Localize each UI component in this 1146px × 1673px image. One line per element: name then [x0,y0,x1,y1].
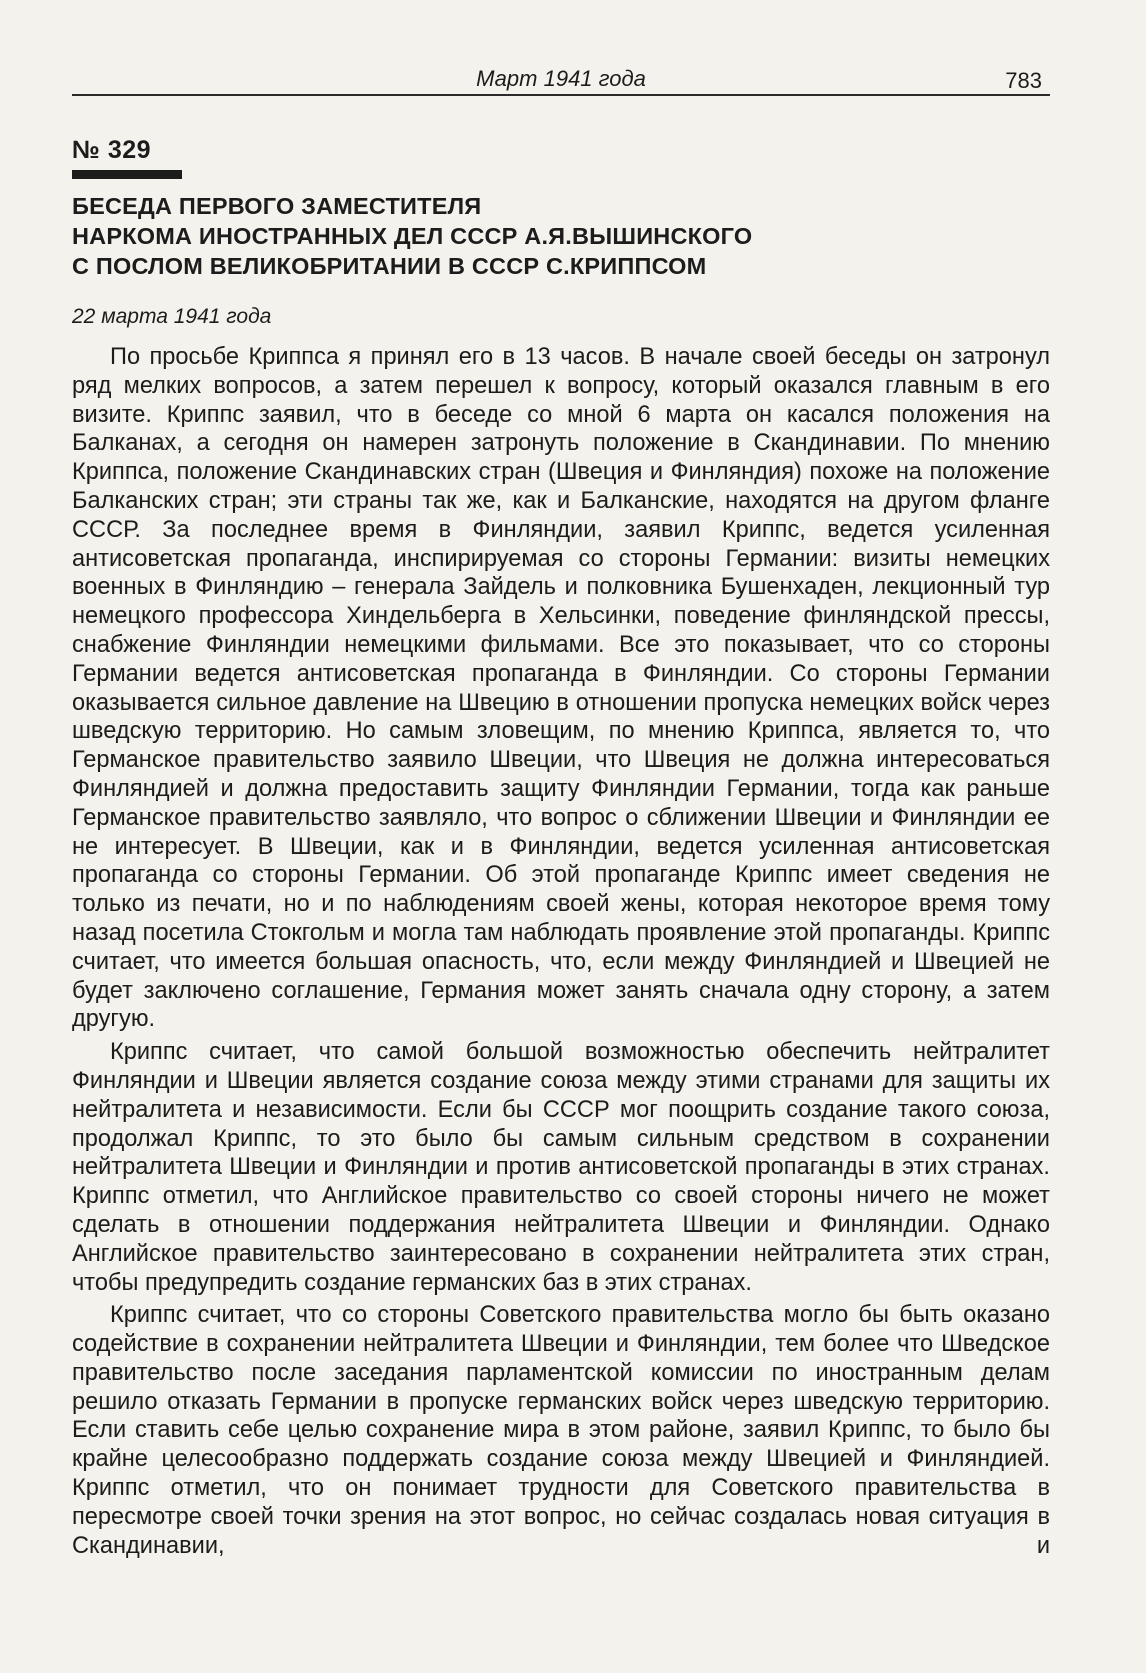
document-number: № 329 [72,136,152,164]
running-head-title: Март 1941 года [476,66,646,91]
document-title-line: НАРКОМА ИНОСТРАННЫХ ДЕЛ СССР А.Я.ВЫШИНСКОГО [72,223,753,249]
body-paragraph: По просьбе Криппса я принял его в 13 часов. В начале своей беседы он затронул ряд мелких вопросов, а затем перешел к вопросу, который оказался главным в его визите. Криппс заявил, что в беседе со мной 6 марта он касался положения на Балканах, а сегодня он намерен затронуть положение в Скандинавии. По мнению Криппса, положение Скандинавских стран (Швеция и Финляндия) похоже на положение Балканских стран; эти страны так же, как и Балканские, находятся на другом фланге СССР. За последнее время в Финляндии, заявил Криппс, ведется усиленная антисоветская пропаганда, инспирируемая со стороны Германии: визиты немецких военных в Финляндию – генерала Зайдель и полковника Бушенхаден, лекционный тур немецкого профессора Хиндельберга в Хельсинки, поведение финляндской прессы, снабжение Финляндии немецкими фильмами. Все это показывает, что со стороны Германии ведется антисоветская пропаганда в Финляндии. Со стороны Германии оказывается сильное давление на Швецию в отношении пропуска немецких войск через шведскую территорию. Но самым зловещим, по мнению Криппса, является то, что Германское правительство заявило Швеции, что Швеция не должна интересоваться Финляндией и должна предоставить защиту Финляндии Германии, тогда как раньше Германское правительство заявляло, что вопрос о сближении Швеции и Финляндии ее не интересует. В Швеции, как и в Финляндии, ведется усиленная антисоветская пропаганда со стороны Германии. Об этой пропаганде Криппс имеет сведения не только из печати, но и по наблюдениям своей жены, которая некоторое время тому назад посетила Стокгольм и могла там наблюдать проявление этой пропаганды. Криппс считает, что имеется большая опасность, что, если между Финляндией и Швецией не будет заключено соглашение, Германия может занять сначала одну сторону, а затем другую. [72,344,1050,1033]
document-number-rule [72,170,182,179]
document-body [72,343,1050,1560]
body-paragraph: Криппс считает, что со стороны Советского правительства могло бы быть оказано содействие в сохранении нейтралитета Швеции и Финляндии, тем более что Шведское правительство после заседания парламентской комиссии по иностранным делам решило отказать Германии в пропуске германских войск через шведскую территорию. Если ставить себе целью сохранение мира в этом районе, заявил Криппс, то было бы крайне целесообразно поддержать создание союза между Швецией и Финляндией. Криппс отметил, что он понимает трудности для Советского правительства в пересмотре своей точки зрения на этот вопрос, но сейчас создалась новая ситуация в Скандинавии, и [72,1302,1050,1559]
document-title-line: С ПОСЛОМ ВЕЛИКОБРИТАНИИ В СССР С.КРИППСОМ [72,253,707,279]
document-page [72,56,1050,1564]
page-number: 783 [1005,68,1042,93]
running-head [72,56,1050,96]
body-paragraph: Криппс считает, что самой большой возможностью обеспечить нейтралитет Финляндии и Швеции является создание союза между этими странами для защиты их нейтралитета и независимости. Если бы СССР мог поощрить создание такого союза, продолжал Криппс, то это было бы самым сильным средством в сохранении нейтралитета Швеции и Финляндии и против антисоветской пропаганды в этих странах. Криппс отметил, что Английское правительство со своей стороны ничего не может сделать в отношении поддержания нейтралитета Швеции и Финляндии. Однако Английское правительство заинтересовано в сохранении нейтралитета этих стран, чтобы предупредить создание германских баз в этих странах. [72,1039,1050,1296]
document-title [72,191,1050,281]
document-title-line: БЕСЕДА ПЕРВОГО ЗАМЕСТИТЕЛЯ [72,193,482,219]
document-date: 22 марта 1941 года [72,305,272,328]
